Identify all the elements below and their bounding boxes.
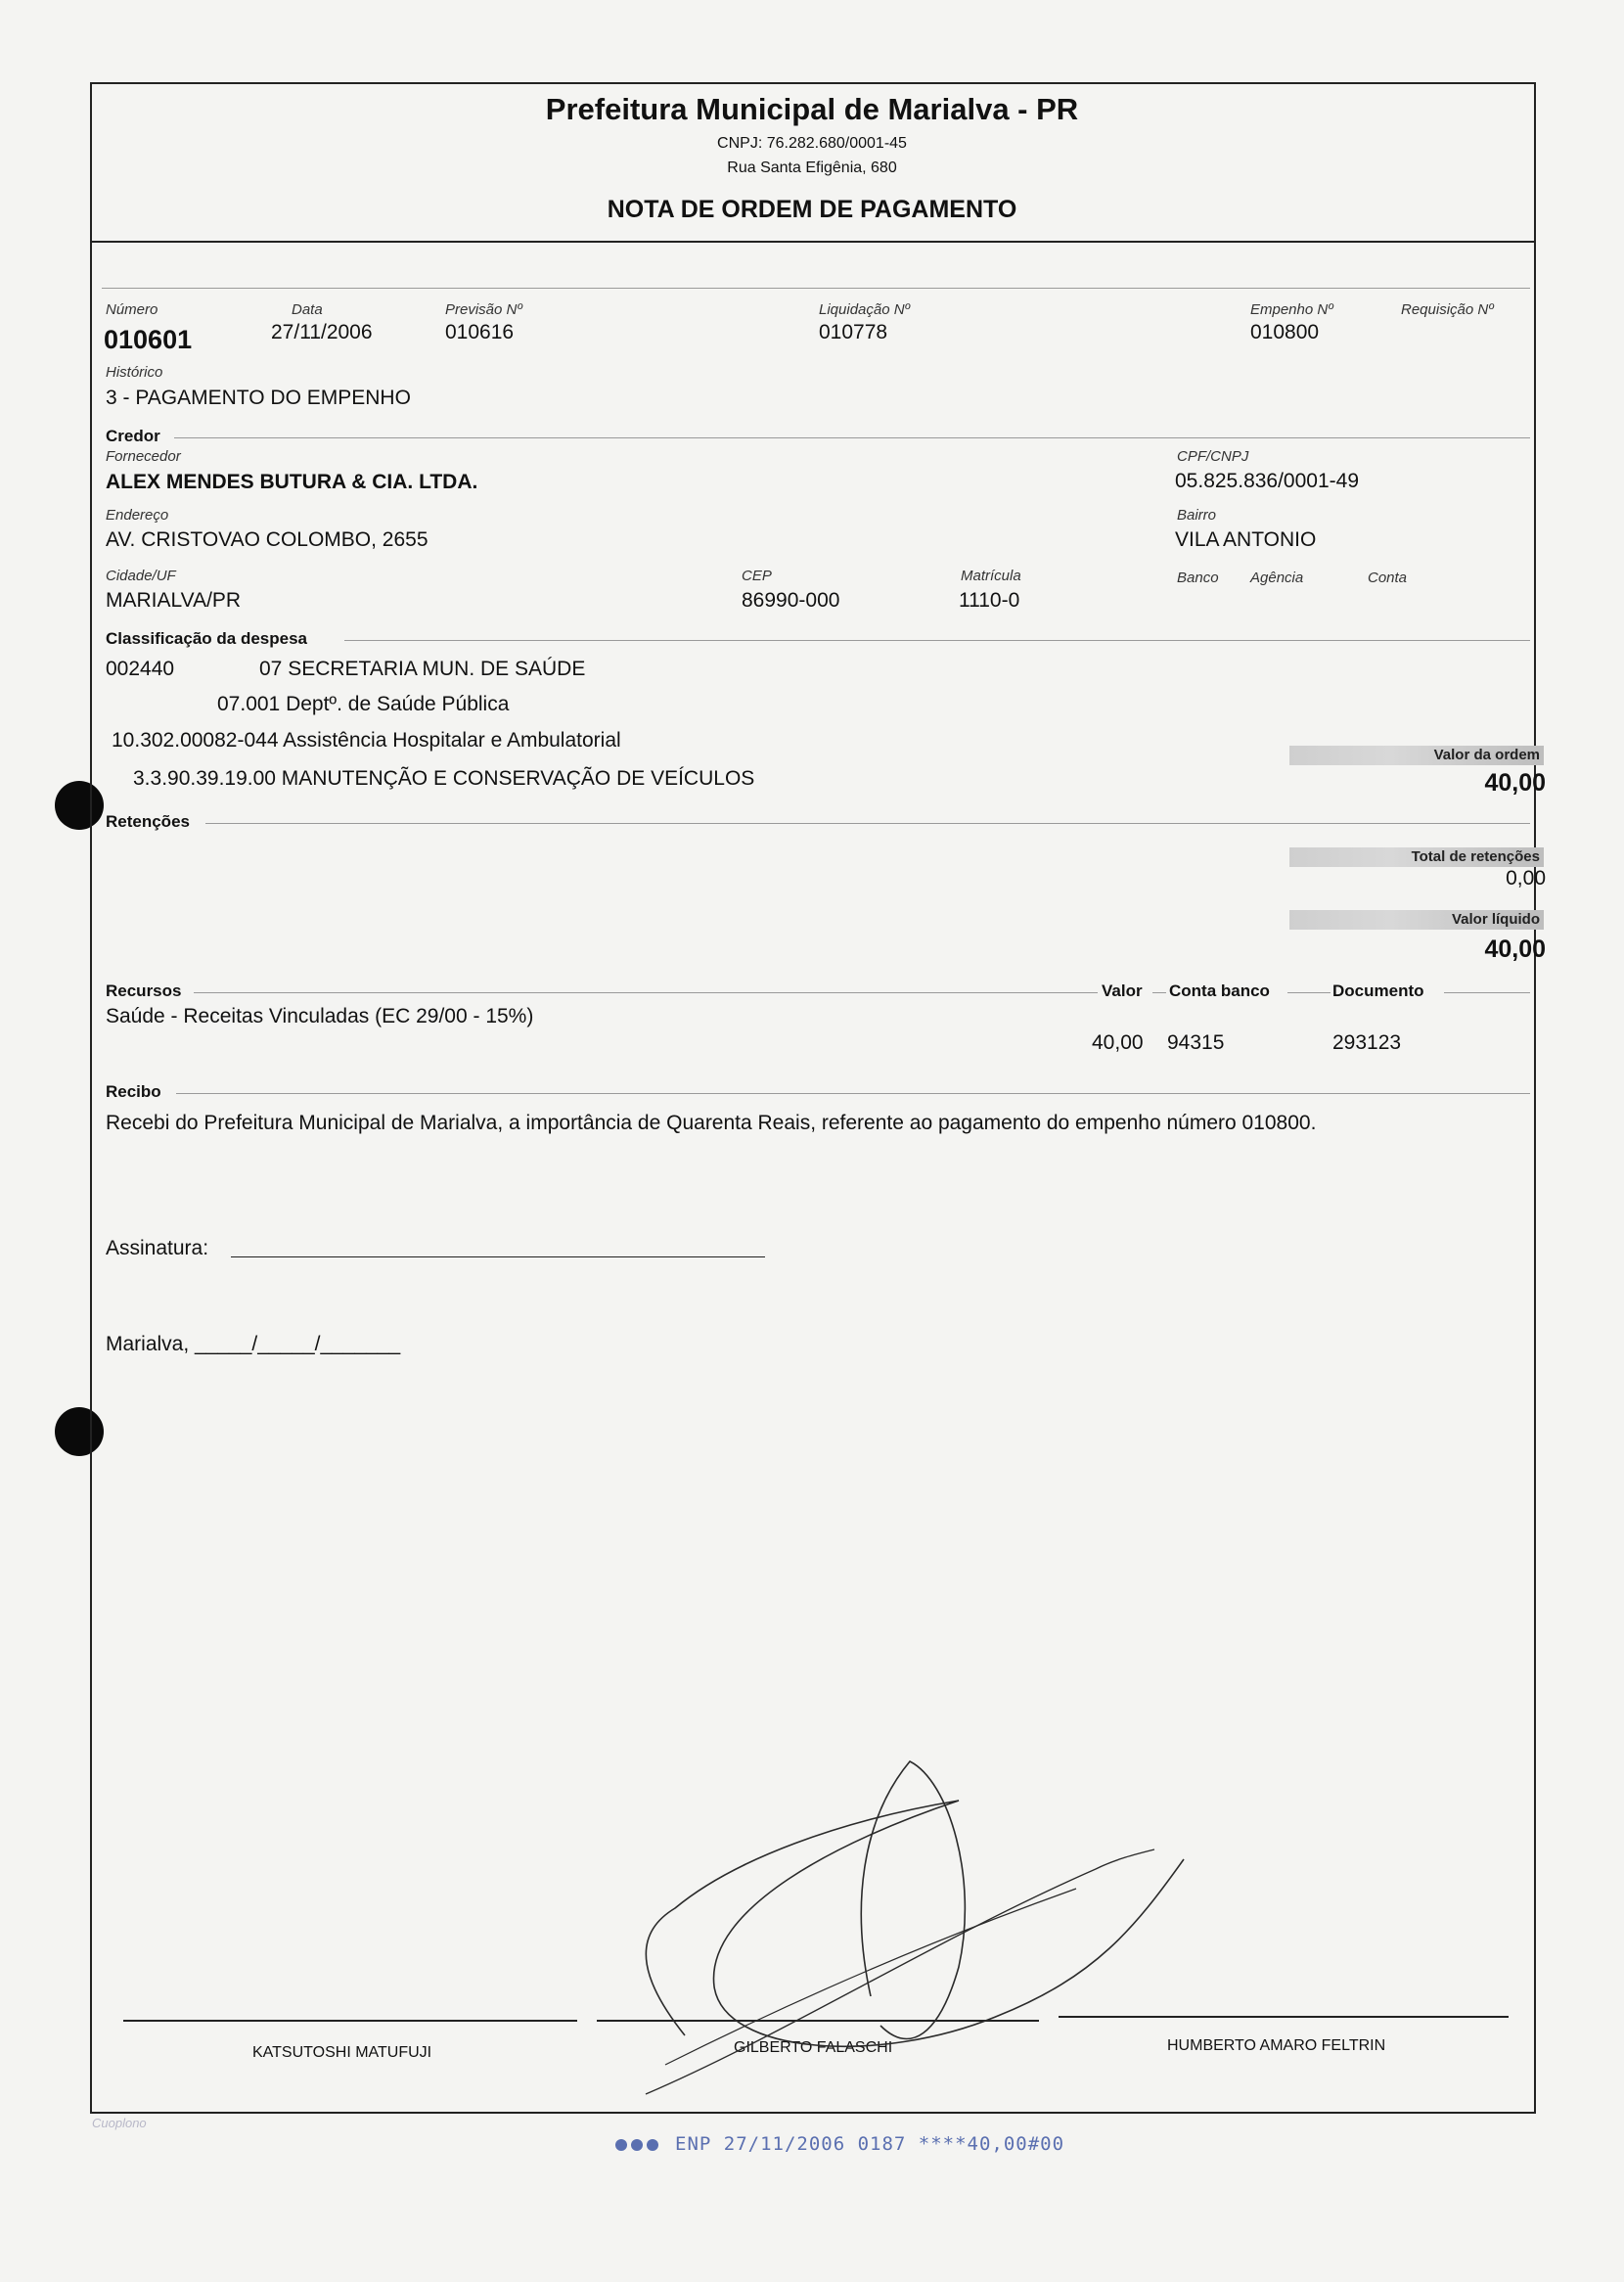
assinatura-line: [231, 1256, 765, 1257]
recursos-documento: 293123: [1332, 1031, 1402, 1054]
class-dept: 07.001 Deptº. de Saúde Pública: [217, 693, 510, 715]
signatory-1: KATSUTOSHI MATUFUJI: [252, 2044, 432, 2061]
cidade-label: Cidade/UF: [106, 568, 176, 584]
retencoes-section: Retenções: [106, 812, 190, 831]
cep-label: CEP: [742, 568, 772, 584]
historico-value: 3 - PAGAMENTO DO EMPENHO: [106, 387, 411, 409]
matricula-label: Matrícula: [961, 568, 1021, 584]
data-value: 27/11/2006: [271, 321, 373, 343]
recursos-conta-label: Conta banco: [1169, 981, 1270, 1000]
valor-ordem-label: Valor da ordem: [1289, 746, 1544, 765]
data-label: Data: [292, 301, 323, 318]
stamp-icon: [611, 2133, 666, 2157]
fornecedor-label: Fornecedor: [106, 448, 181, 465]
signatory-2: GILBERTO FALASCHI: [734, 2039, 893, 2056]
empenho-value: 010800: [1250, 321, 1320, 343]
class-elemento: 3.3.90.39.19.00 MANUTENÇÃO E CONSERVAÇÃO DE VEÍCULOS: [133, 767, 755, 790]
recibo-texto: Recebi do Prefeitura Municipal de Marialva, a importância de Quarenta Reais, referente ao pagamento do empenho número 010800.: [106, 1112, 1317, 1134]
body-top-line: [102, 288, 1530, 289]
org-address: Rua Santa Efigênia, 680: [727, 160, 897, 176]
agencia-label: Agência: [1250, 570, 1304, 586]
recibo-line: [176, 1093, 1530, 1094]
header-divider: [90, 241, 1536, 243]
total-retencoes-value: 0,00: [1506, 867, 1546, 890]
handwritten-signature: [587, 1742, 1213, 2114]
liquidacao-value: 010778: [819, 321, 888, 343]
previsao-label: Previsão Nº: [445, 301, 522, 318]
recursos-valor-label: Valor: [1102, 981, 1143, 1000]
recursos-line: [194, 992, 1098, 993]
signature-line-1: [123, 2020, 577, 2022]
cpf-value: 05.825.836/0001-49: [1175, 470, 1360, 492]
credor-section: Credor: [106, 427, 160, 445]
conta-label: Conta: [1368, 570, 1408, 586]
retencoes-line: [205, 823, 1530, 824]
valor-liquido-value: 40,00: [1484, 936, 1546, 963]
recursos-documento-label: Documento: [1332, 981, 1424, 1000]
classificacao-line: [344, 640, 1530, 641]
cidade-value: MARIALVA/PR: [106, 589, 242, 612]
total-retencoes-label: Total de retenções: [1289, 847, 1544, 867]
cpf-label: CPF/CNPJ: [1177, 448, 1249, 465]
classificacao-section: Classificação da despesa: [106, 629, 308, 648]
local-data: Marialva, _____/_____/_______: [106, 1333, 401, 1355]
endereco-label: Endereço: [106, 507, 169, 524]
org-title: Prefeitura Municipal de Marialva - PR: [545, 92, 1079, 126]
assinatura-label: Assinatura:: [106, 1237, 209, 1259]
signatory-3: HUMBERTO AMARO FELTRIN: [1167, 2037, 1386, 2054]
org-cnpj: CNPJ: 76.282.680/0001-45: [717, 135, 907, 152]
banco-label: Banco: [1177, 570, 1219, 586]
recibo-section: Recibo: [106, 1082, 161, 1101]
recursos-line-2: [1152, 992, 1166, 993]
recursos-section: Recursos: [106, 981, 182, 1000]
recursos-line-4: [1444, 992, 1530, 993]
numero-value: 010601: [104, 325, 193, 354]
recursos-valor: 40,00: [1092, 1031, 1144, 1054]
credor-line: [174, 437, 1530, 438]
document-title: NOTA DE ORDEM DE PAGAMENTO: [607, 196, 1017, 223]
endereco-value: AV. CRISTOVAO COLOMBO, 2655: [106, 528, 429, 551]
valor-ordem-value: 40,00: [1484, 769, 1546, 797]
fornecedor-value: ALEX MENDES BUTURA & CIA. LTDA.: [106, 471, 478, 493]
bairro-value: VILA ANTONIO: [1175, 528, 1317, 551]
class-secretaria: 07 SECRETARIA MUN. DE SAÚDE: [259, 658, 586, 680]
historico-label: Histórico: [106, 364, 163, 381]
class-code: 002440: [106, 658, 175, 680]
footer-small-text: Cuoplono: [92, 2116, 147, 2130]
matricula-value: 1110-0: [959, 589, 1020, 612]
class-programa: 10.302.00082-044 Assistência Hospitalar e Ambulatorial: [112, 729, 621, 752]
requisicao-label: Requisição Nº: [1401, 301, 1494, 318]
numero-label: Número: [106, 301, 158, 318]
previsao-value: 010616: [445, 321, 515, 343]
empenho-label: Empenho Nº: [1250, 301, 1333, 318]
valor-liquido-label: Valor líquido: [1289, 910, 1544, 930]
recursos-descricao: Saúde - Receitas Vinculadas (EC 29/00 - 15%): [106, 1005, 534, 1027]
liquidacao-label: Liquidação Nº: [819, 301, 911, 318]
recursos-conta: 94315: [1167, 1031, 1225, 1054]
recursos-line-3: [1287, 992, 1331, 993]
cep-value: 86990-000: [742, 589, 840, 612]
payment-stamp: ENP 27/11/2006 0187 ****40,00#00: [675, 2133, 1065, 2155]
bairro-label: Bairro: [1177, 507, 1217, 524]
